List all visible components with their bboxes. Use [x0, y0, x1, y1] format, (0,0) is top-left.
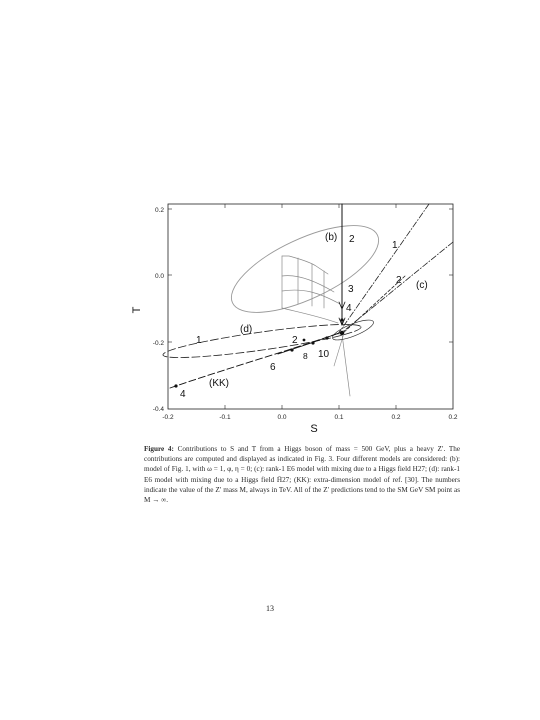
ytick-label: -0.2	[152, 340, 164, 347]
marker-kk-4	[174, 384, 177, 387]
label-b-4: 4	[346, 303, 352, 314]
label-d-2: 2	[292, 335, 298, 346]
label-c-1: 1	[392, 240, 398, 251]
y-axis-title: T	[131, 306, 143, 314]
label-kk-8: 8	[303, 351, 308, 361]
label-model-d: (d)	[240, 324, 253, 335]
xtick-label: 0.2	[391, 414, 401, 421]
marker-b-4	[340, 318, 343, 321]
curve-b-ellipse	[220, 208, 390, 330]
plot-curves	[162, 204, 453, 396]
curve-tail	[342, 334, 350, 396]
label-b-3: 3	[348, 284, 354, 295]
marker-kk-10	[325, 336, 328, 339]
figure	[128, 196, 468, 438]
marker-d-2	[303, 339, 306, 342]
curve-kk-tail	[278, 332, 342, 354]
figure-caption	[144, 444, 460, 505]
curve-tail	[334, 333, 344, 366]
label-d-1: 1	[196, 335, 202, 346]
ytick-label: -0.4	[152, 406, 164, 413]
marker-convergence	[340, 331, 344, 335]
label-b-2: 2	[349, 234, 355, 245]
xtick-label: -0.1	[219, 414, 231, 421]
xtick-label: 0.1	[334, 414, 344, 421]
curve-c-1	[338, 204, 429, 334]
x-axis-title: S	[310, 423, 318, 435]
ytick-label: 0.2	[154, 207, 164, 214]
page-number: 13	[266, 604, 274, 613]
ytick-label: 0.0	[154, 273, 164, 280]
xtick-label: 0.0	[277, 414, 287, 421]
curve-small-ellipse	[330, 316, 375, 344]
label-model-kk: (KK)	[209, 378, 229, 389]
marker-kk-8	[311, 341, 314, 344]
label-kk-6: 6	[270, 362, 276, 373]
marker-kk-6	[290, 348, 293, 351]
caption-lead: Figure 4:	[144, 445, 174, 453]
label-model-b: (b)	[325, 232, 338, 243]
figure-plot	[128, 196, 468, 438]
xtick-label: -0.2	[162, 414, 174, 421]
label-kk-4: 4	[180, 389, 186, 400]
curve-d-ellipse	[162, 318, 363, 364]
label-kk-10: 10	[318, 349, 330, 360]
caption-text: Contributions to S and T from a Higgs boson of mass = 500 GeV, plus a heavy Z′. The contributions are computed and displayed as indicated in Fig. 3. Four different models are considered: (b): model of Fig. 1, with ω = 1, φ, η = 0; (c): rank-1 E6 model with mixing due to a Higgs field H27; (d): rank-1 E6 model with mixing due to a Higgs field H̄27; (KK): extra-dimension model of ref. [30]. The numbers indicate the value of the Z′ mass M, always in TeV. All of the Z′ predictions tend to the SM GeV SM point as M → ∞.	[144, 445, 461, 505]
xtick-label: 0.2	[448, 414, 458, 421]
label-c-2: 2	[396, 275, 402, 286]
label-model-c: (c)	[416, 280, 428, 291]
